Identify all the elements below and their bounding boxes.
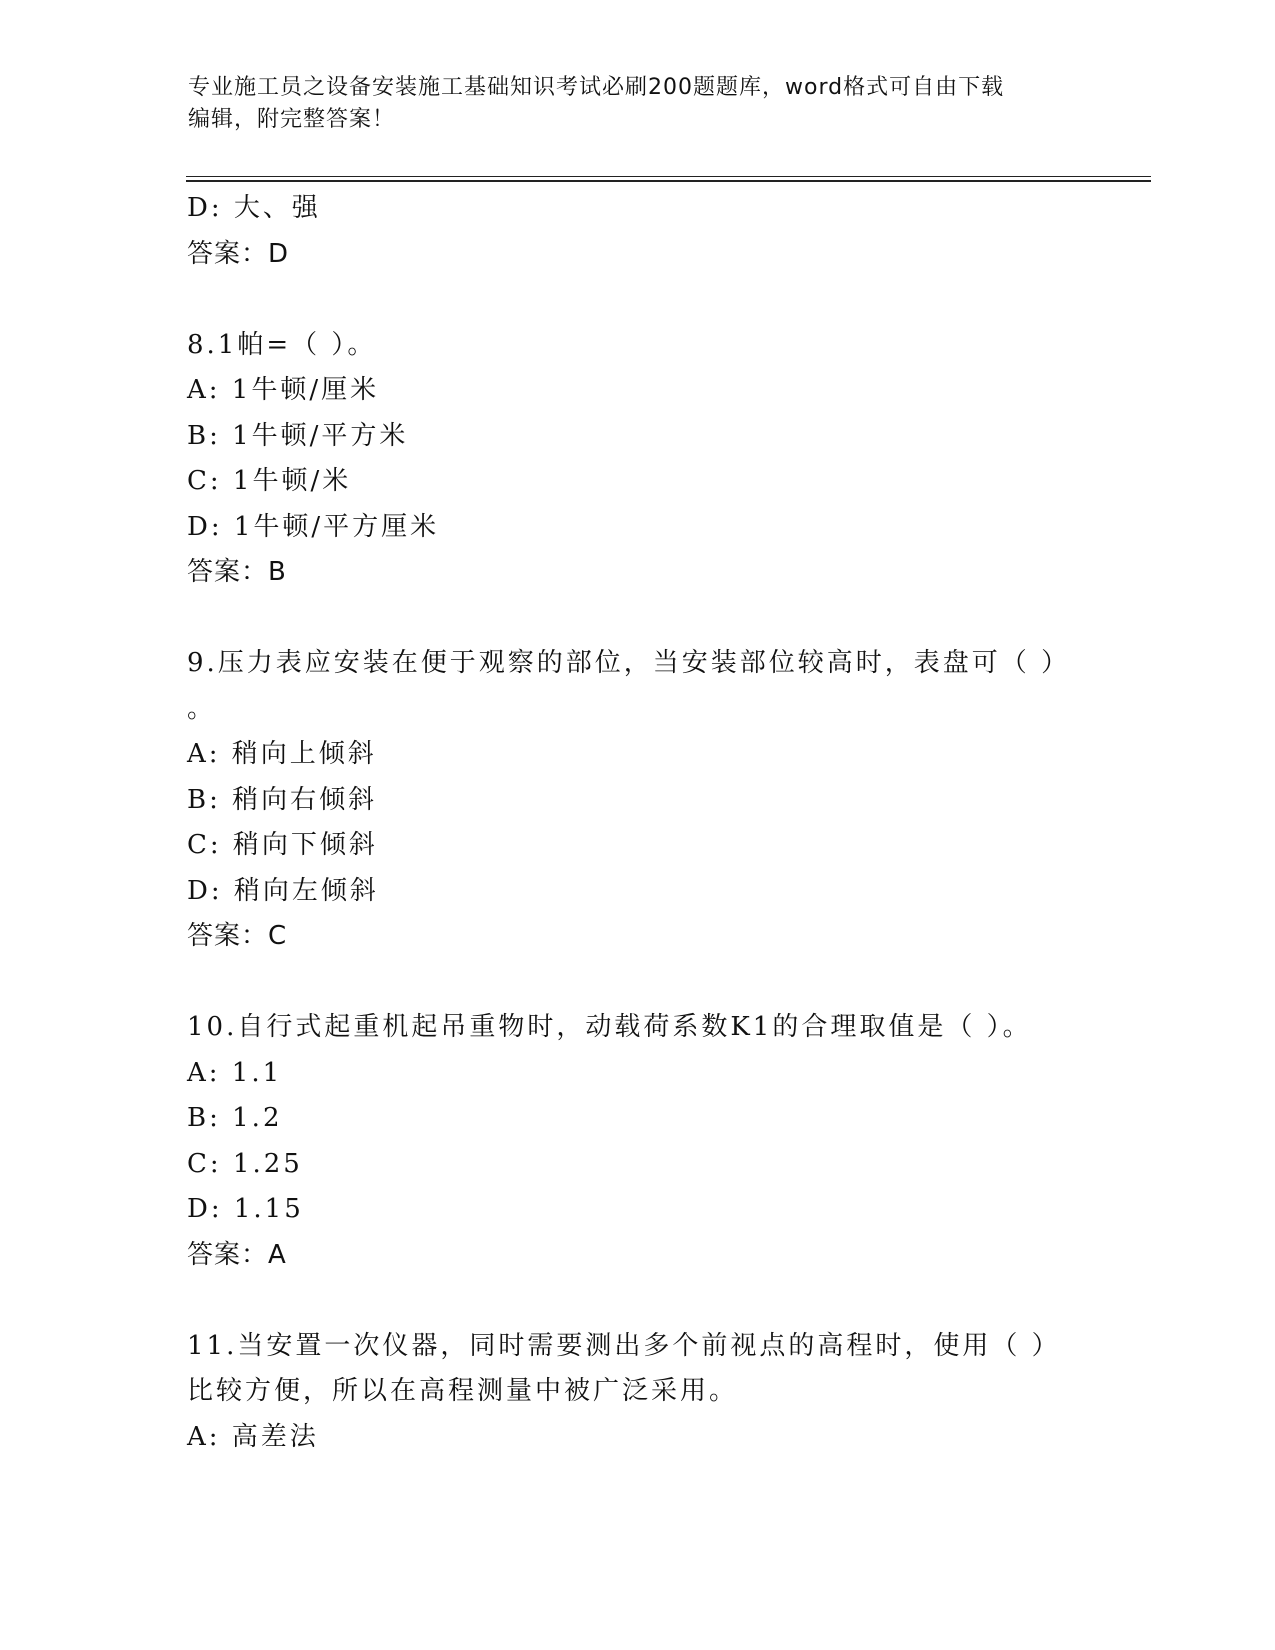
option-c: C: 1牛顿/米: [187, 466, 352, 496]
option-a: A: 高差法: [187, 1421, 319, 1452]
option-a: A: 1牛顿/厘米: [187, 375, 380, 405]
question-11: [187, 1324, 1107, 1461]
question-10: [187, 1005, 1107, 1278]
header-divider-thin: [186, 176, 1151, 177]
question-9: [187, 641, 1107, 960]
answer: 答案：D: [187, 238, 290, 269]
option-b: B: 1.2: [187, 1103, 283, 1133]
question-stem: 8.1帕=（ ）。: [187, 329, 377, 360]
question-8: [187, 323, 1107, 596]
question-stem-line-1: 9.压力表应安装在便于观察的部位，当安装部位较高时，表盘可（ ）: [187, 648, 1071, 678]
question-spacer: [187, 277, 1107, 323]
option-d: D: 1.15: [187, 1194, 304, 1224]
question-7: [187, 186, 1107, 277]
question-stem-line-2: 比较方便，所以在高程测量中被广泛采用。: [187, 1376, 739, 1406]
answer: 答案：B: [187, 557, 287, 587]
option-a: A: 1.1: [187, 1057, 283, 1088]
header-title-line-1: 专业施工员之设备安装施工基础知识考试必刷200题题库，word格式可自由下载: [188, 75, 1005, 100]
option-b: B: 稍向右倾斜: [187, 784, 378, 815]
option-d: D: 1牛顿/平方厘米: [187, 511, 440, 542]
option-d: D: 稍向左倾斜: [187, 875, 379, 906]
question-spacer: [187, 596, 1107, 642]
question-spacer: [187, 1278, 1107, 1324]
question-spacer: [187, 960, 1107, 1006]
option-d: D: 大、强: [187, 193, 321, 223]
header-divider-thick: [186, 180, 1151, 182]
question-list: [187, 186, 1107, 1460]
document-header: [188, 72, 1088, 136]
option-c: C: 1.25: [187, 1148, 303, 1179]
option-c: C: 稍向下倾斜: [187, 830, 378, 860]
option-b: B: 1牛顿/平方米: [187, 420, 409, 451]
option-a: A: 稍向上倾斜: [187, 739, 377, 769]
question-stem-line-1: 11.当安置一次仪器，同时需要测出多个前视点的高程时，使用（ ）: [187, 1330, 1061, 1361]
question-stem: 10.自行式起重机起吊重物时，动载荷系数K1的合理取值是（ ）。: [187, 1012, 1032, 1042]
header-title-line-2: 编辑，附完整答案！: [188, 107, 396, 132]
question-stem-line-2: 。: [187, 693, 217, 724]
answer: 答案：A: [187, 1239, 287, 1270]
answer: 答案：C: [187, 921, 288, 951]
